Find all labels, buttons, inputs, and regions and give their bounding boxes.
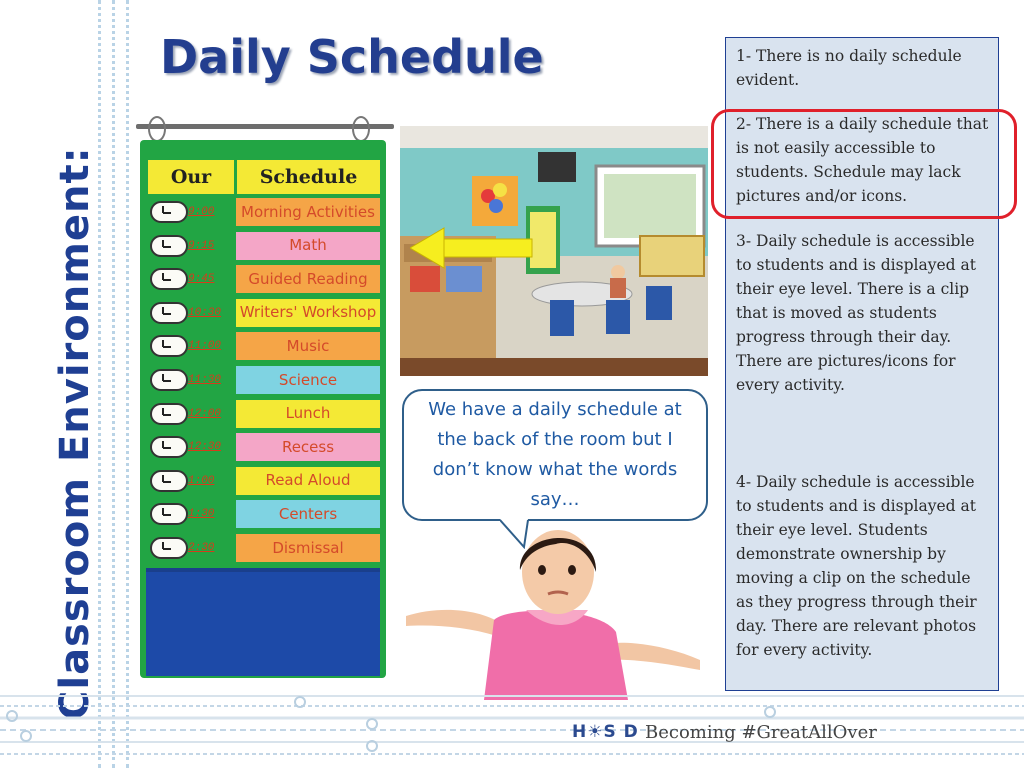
rubric-level-3: 3- Daily schedule is accessible to students and is displayed at their eye level. There is a clip that is moved as students progress through their day. There are pictures/icons for every activity. [736,232,976,394]
schedule-row [148,500,380,528]
clock-icon [150,302,188,324]
clock-icon [150,235,188,257]
header-our: Our [148,160,237,194]
speech-bubble [402,389,708,521]
page-title: Daily Schedule [160,30,544,84]
rubric-level-2: 2- There is a daily schedule that is not easily accessible to students. Schedule may lack pictures and/or icons. [736,115,989,205]
schedule-activity: Read Aloud [236,467,380,495]
schedule-row [148,299,380,327]
decor-dotted-line [126,0,129,768]
schedule-time: 9:15 [188,239,215,252]
schedule-time: 12:30 [188,441,222,454]
pocket-chart [140,140,386,678]
arrow-left-icon [410,226,534,270]
schedule-row [148,433,380,461]
schedule-row [148,534,380,562]
clock-icon [150,201,188,223]
schedule-time: 9:00 [188,206,215,218]
schedule-activity: Math [236,232,380,260]
schedule-row [148,332,380,360]
decor-dotted-line [98,0,101,768]
empty-pockets [146,568,380,676]
schedule-activity: Recess [236,433,380,461]
clock-icon [150,268,188,290]
clock-icon [150,503,188,525]
schedule-activity: Guided Reading [236,265,380,293]
schedule-time: 11:30 [188,374,222,386]
clock-icon [150,537,188,559]
rubric-level-4: 4- Daily schedule is accessible to students and is displayed at their eye level. Students demonstrate ownership by moving a clip on the schedule as they progress through their day. There are relevant photos for every activity. [736,473,977,659]
hook-icon [148,116,166,142]
clock-icon [150,403,188,425]
schedule-row [148,198,380,226]
schedule-row [148,232,380,260]
schedule-activity: Morning Activities [236,198,380,226]
schedule-activity: Music [236,332,380,360]
clock-icon [150,436,188,458]
highlight-box [711,109,1017,219]
side-title: Classroom Environment: [52,146,98,720]
schedule-time: 9:45 [188,273,215,286]
schedule-time: 10:30 [188,306,222,319]
schedule-time: 12:00 [188,407,222,420]
hisd-logo: H☀S D [572,722,639,742]
header-schedule: Schedule [259,166,358,188]
schedule-row [148,400,380,428]
schedule-time: 1:00 [188,474,215,487]
rubric-level-1: 1- There is no daily schedule evident. [736,47,962,89]
schedule-time: 11:00 [188,340,222,353]
footer-tagline: Becoming #GreatAllOver [645,722,877,743]
schedule-activity: Writers' Workshop [236,299,380,327]
schedule-row [148,366,380,394]
schedule-row [148,265,380,293]
schedule-activity: Dismissal [236,534,380,562]
clock-icon [150,335,188,357]
clock-icon [150,369,188,391]
schedule-activity: Centers [236,500,380,528]
speech-bubble-text: We have a daily schedule at the back of the room but I don’t know what the words say… [428,399,682,510]
schedule-time: 2:30 [188,542,215,554]
schedule-activity: Lunch [236,400,380,428]
shrugging-girl-image [398,520,708,700]
pocket-chart-header [148,160,380,194]
schedule-row [148,467,380,495]
clock-icon [150,470,188,492]
hook-icon [352,116,370,142]
schedule-activity: Science [236,366,380,394]
schedule-time: 1:30 [188,508,215,521]
decor-dotted-line [112,0,115,768]
